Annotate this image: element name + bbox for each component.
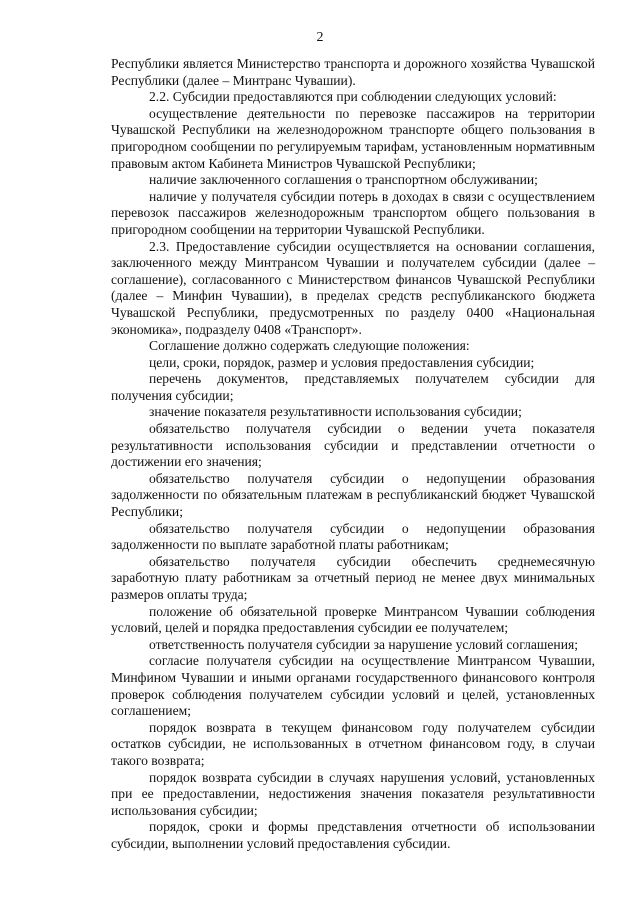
- clause-2-3: 2.3. Предоставление субсидии осуществляется на основании соглашения, заключенного между Минтрансом Чувашии и получателем субсидии (далее – соглашение), согласованного с Министерством финансов Чувашской Республики (далее – Минфин Чувашии), в пределах средств республиканского бюджета Чувашской Республики, предусмотренных по разделу 0400 «Национальная экономика», подразделу 0408 «Транспорт».: [111, 238, 595, 337]
- agreement-provision: обязательство получателя субсидии обеспечить среднемесячную заработную плату работникам за отчетный период не менее двух минимальных размеров оплаты труда;: [111, 553, 595, 602]
- document-body: [111, 56, 595, 853]
- agreement-provision: цели, сроки, порядок, размер и условия предоставления субсидии;: [149, 354, 535, 370]
- agreement-provision: порядок, сроки и формы представления отчетности об использовании субсидии, выполнении условий предоставления субсидии.: [111, 819, 595, 851]
- agreement-provision: обязательство получателя субсидии о недопущении образования задолженности по обязательным платежам в республиканский бюджет Чувашской Республики;: [111, 470, 595, 520]
- agreement-provision: перечень документов, представляемых получателем субсидии для получения субсидии;: [111, 371, 595, 403]
- clause-2-2: 2.2. Субсидии предоставляются при соблюдении следующих условий:: [149, 89, 557, 105]
- paragraph-continuation: Республики является Министерство транспорта и дорожного хозяйства Чувашской Республики (далее – Минтранс Чувашии).: [111, 56, 595, 88]
- condition-item: осуществление деятельности по перевозке пассажиров на территории Чувашской Республики на железнодорожном транспорте общего пользования в пригородном сообщении по регулируемым тарифам, установленным нормативным правовым актом Кабинета Министров Чувашской Республики;: [111, 105, 595, 171]
- agreement-provision: значение показателя результативности использования субсидии;: [149, 404, 522, 420]
- condition-item: наличие у получателя субсидии потерь в доходах в связи с осуществлением перевозок пассажиров железнодорожным транспортом общего пользования в пригородном сообщении на территории Чувашской Республики.: [111, 188, 595, 237]
- condition-item: наличие заключенного соглашения о транспортном обслуживании;: [149, 172, 538, 188]
- agreement-provision: положение об обязательной проверке Минтрансом Чувашии соблюдения условий, целей и порядка предоставления субсидии ее получателем;: [111, 603, 595, 636]
- agreement-provision: обязательство получателя субсидии о ведении учета показателя результативности использования субсидии и представлении отчетности о достижении его значения;: [111, 421, 595, 470]
- agreement-provision: порядок возврата в текущем финансовом году получателем субсидии остатков субсидии, не использованных в отчетном финансовом году, в случаи такого возврата;: [111, 719, 595, 768]
- page-number: 2: [316, 30, 324, 45]
- agreement-provision: согласие получателя субсидии на осуществление Минтрансом Чувашии, Минфином Чувашии и иными органами государственного финансового контроля проверок соблюдения получателем субсидии условий и целей, установленных соглашением;: [111, 653, 595, 719]
- agreement-provision: обязательство получателя субсидии о недопущении образования задолженности по выплате заработной платы работникам;: [111, 520, 595, 553]
- agreement-intro: Соглашение должно содержать следующие положения:: [149, 338, 470, 354]
- agreement-provision: ответственность получателя субсидии за нарушение условий соглашения;: [149, 636, 578, 652]
- agreement-provision: порядок возврата субсидии в случаях нарушения условий, установленных при ее предоставлении, недостижения значения показателя результативности использования субсидии;: [111, 769, 595, 818]
